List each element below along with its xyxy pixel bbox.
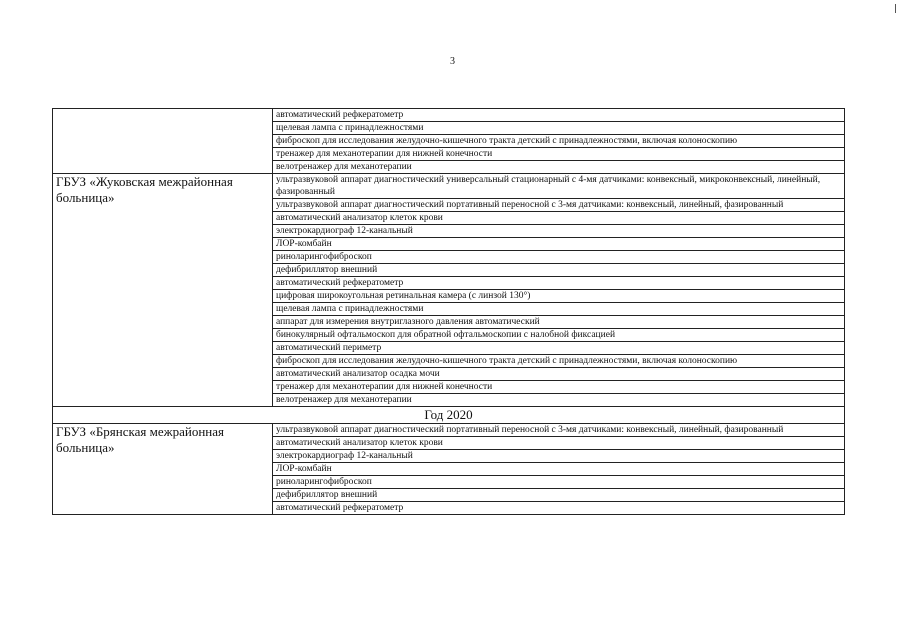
equipment-item: бинокулярный офтальмоскоп для обратной офтальмоскопии с налобной фиксацией (273, 329, 845, 342)
equipment-item: автоматический рефкератометр (273, 502, 845, 515)
equipment-item: ультразвуковой аппарат диагностический портативный переносной с 3-мя датчиками: конвексный, линейный, фазированный (273, 199, 845, 212)
equipment-item: ультразвуковой аппарат диагностический портативный переносной с 3-мя датчиками: конвексный, линейный, фазированный (273, 424, 845, 437)
equipment-item: электрокардиограф 12-канальный (273, 225, 845, 238)
equipment-table (52, 108, 845, 515)
equipment-item: дефибриллятор внешний (273, 489, 845, 502)
table-row (53, 174, 845, 199)
equipment-item: фиброскоп для исследования желудочно-кишечного тракта детский с принадлежностями, включая колоноскопию (273, 135, 845, 148)
equipment-item: автоматический периметр (273, 342, 845, 355)
organization-name: ГБУЗ «Брянская межрайонная больница» (53, 424, 273, 515)
equipment-item: фиброскоп для исследования желудочно-кишечного тракта детский с принадлежностями, включая колоноскопию (273, 355, 845, 368)
year-header: Год 2020 (53, 407, 845, 424)
equipment-item: ультразвуковой аппарат диагностический универсальный стационарный с 4-мя датчиками: конвексный, микроконвексный, линейный, фазированный (273, 174, 845, 199)
equipment-item: дефибриллятор внешний (273, 264, 845, 277)
equipment-item: электрокардиограф 12-канальный (273, 450, 845, 463)
organization-name (53, 109, 273, 174)
equipment-item: автоматический анализатор клеток крови (273, 437, 845, 450)
equipment-item: щелевая лампа с принадлежностями (273, 122, 845, 135)
table-row (53, 424, 845, 437)
equipment-item: щелевая лампа с принадлежностями (273, 303, 845, 316)
equipment-item: автоматический рефкератометр (273, 109, 845, 122)
equipment-item: риноларингофиброскоп (273, 251, 845, 264)
equipment-item: автоматический анализатор клеток крови (273, 212, 845, 225)
equipment-item: цифровая широкоугольная ретинальная камера (с линзой 130°) (273, 290, 845, 303)
equipment-item: автоматический рефкератометр (273, 277, 845, 290)
equipment-item: велотренажер для механотерапии (273, 161, 845, 174)
equipment-item: велотренажер для механотерапии (273, 394, 845, 407)
equipment-item: тренажер для механотерапии для нижней конечности (273, 381, 845, 394)
equipment-item: аппарат для измерения внутриглазного давления автоматический (273, 316, 845, 329)
equipment-item: тренажер для механотерапии для нижней конечности (273, 148, 845, 161)
organization-name: ГБУЗ «Жуковская межрайонная больница» (53, 174, 273, 407)
page-number: 3 (450, 56, 455, 67)
equipment-item: автоматический анализатор осадка мочи (273, 368, 845, 381)
equipment-item: риноларингофиброскоп (273, 476, 845, 489)
equipment-item: ЛОР-комбайн (273, 463, 845, 476)
margin-mark (895, 4, 896, 13)
equipment-item: ЛОР-комбайн (273, 238, 845, 251)
table-row (53, 109, 845, 122)
year-row (53, 407, 845, 424)
